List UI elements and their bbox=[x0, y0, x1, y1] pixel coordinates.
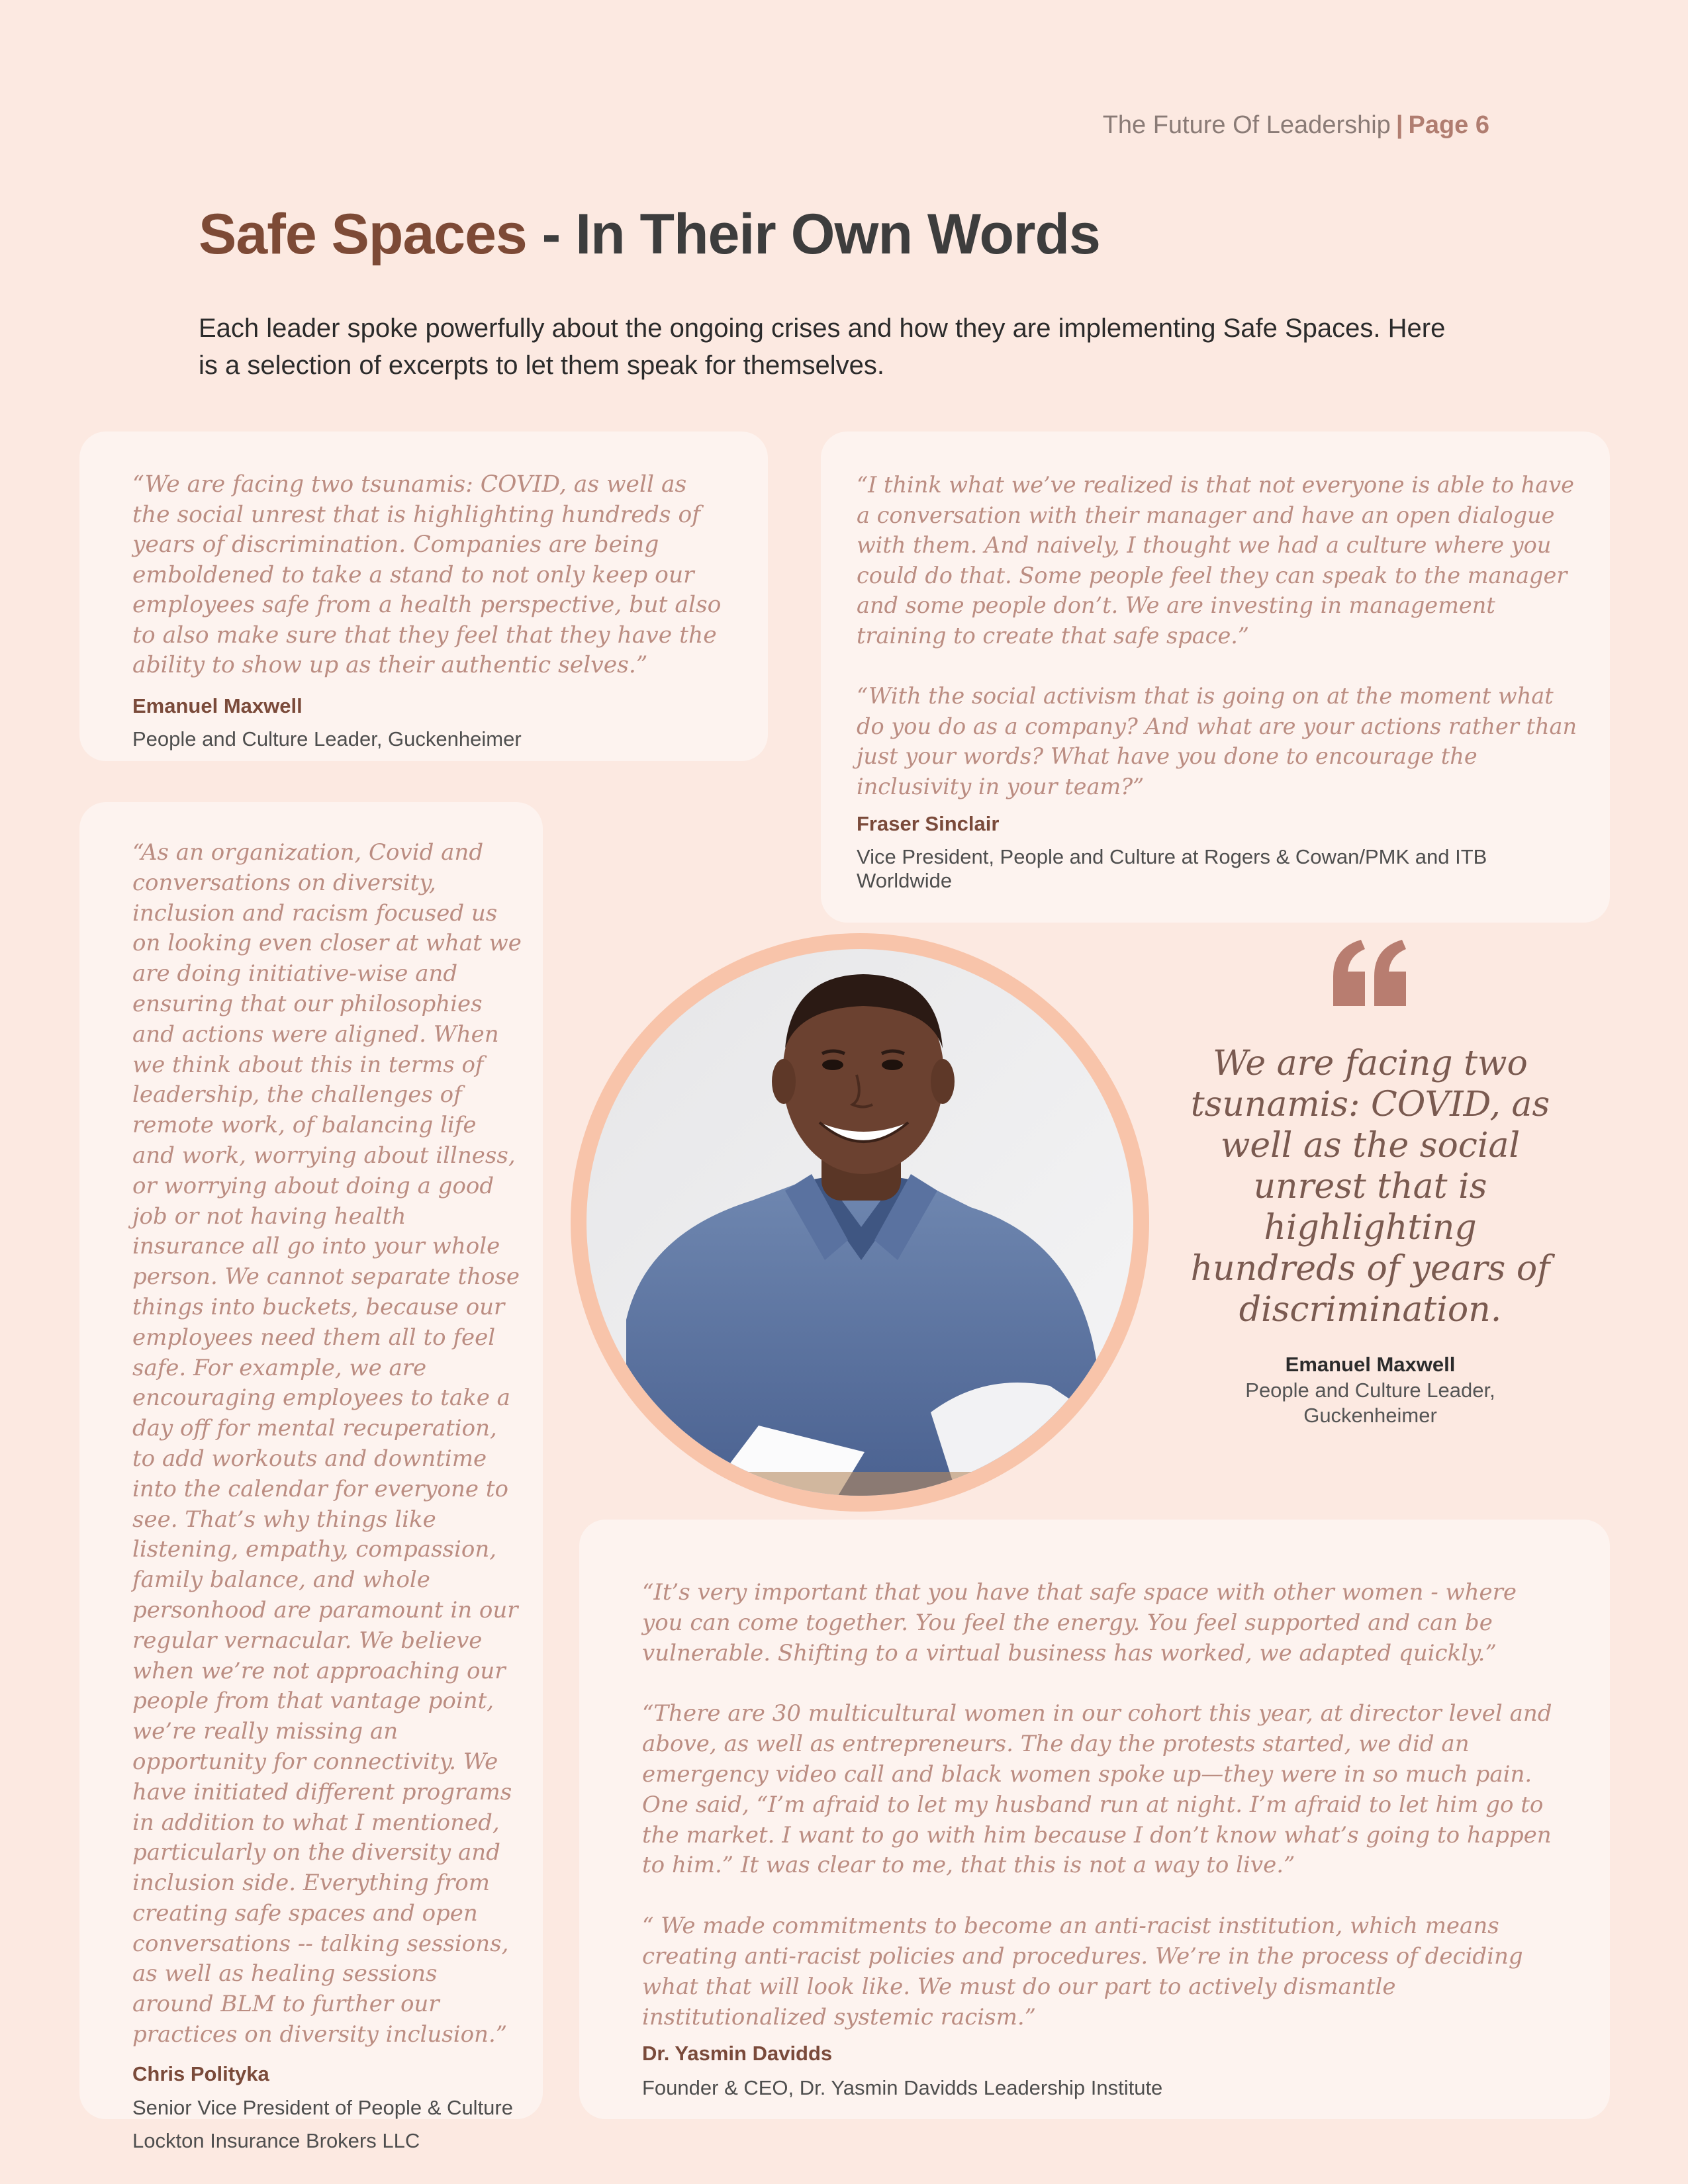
quote-text: “It’s very important that you have that safe space with other women - where you can come together. You feel the energy. You feel supported and can be vulnerable. Shifting to a virtual business has worked, we adapted quickly.” bbox=[642, 1579, 1517, 1666]
quote-card-fraser-sinclair bbox=[821, 432, 1610, 923]
header-separator: | bbox=[1395, 111, 1403, 139]
page-title bbox=[199, 202, 1100, 267]
speaker-name: Chris Polityka bbox=[132, 2062, 269, 2085]
page-title-accent: Safe Spaces bbox=[199, 203, 527, 266]
speaker-role: People and Culture Leader, Guckenheimer bbox=[132, 727, 522, 751]
running-header bbox=[1103, 111, 1489, 140]
quote-text: “I think what we’ve realized is that not everyone is able to have a conversation with their manager and have an open dialogue with them. And naively, I thought we had a culture where you could do that. Some people feel they can speak to the manager and some people don’t. We are investing in management training to create that safe space.” bbox=[857, 472, 1574, 649]
intro-paragraph: Each leader spoke powerfully about the ongoing crises and how they are implementing Safe Spaces. Here is a selection of excerpts to let them speak for themselves. bbox=[199, 314, 1446, 380]
quote-text: “ We made commitments to become an anti-racist institution, which means creating anti-racist policies and procedures. We’re in the process of deciding what that will look like. We must do our part to actively dismantle institutionalized systemic racism.” bbox=[642, 1913, 1523, 2030]
pull-quote-speaker-name: Emanuel Maxwell bbox=[1285, 1353, 1456, 1376]
speaker-role bbox=[132, 2091, 523, 2158]
document-title: The Future Of Leadership bbox=[1102, 111, 1391, 139]
speaker-name: Fraser Sinclair bbox=[857, 812, 1000, 835]
quote-card-emanuel-maxwell bbox=[79, 432, 768, 761]
speaker-role-line: Senior Vice President of People & Culture bbox=[132, 2095, 513, 2119]
quote-text: “As an organization, Covid and conversations on diversity, inclusion and racism focused us on looking even closer at what we are doing initiative-wise and ensuring that our philosophies and actions were aligned. When we think about this in terms of leadership, the challenges of remote work, of balancing life and work, worrying about illness, or worrying about doing a good job or not having health insurance all go into your whole person. We cannot separate those things into buckets, because our employees need them all to feel safe. For example, we are encouraging employees to take a day off for mental recuperation, to add workouts and downtime into the calendar for everyone to see. That’s why things like listening, empathy, compassion, family balance, and whole personhood are paramount in our regular vernacular. We believe when we’re not approaching our people from that vantage point, we’re really missing an opportunity for connectivity. We have initiated different programs in addition to what I mentioned, particularly on the diversity and inclusion side. Everything from creating safe spaces and open conversations -- talking sessions, as well as healing sessions around BLM to further our practices on diversity inclusion.” bbox=[132, 839, 522, 2048]
portrait-photo bbox=[571, 933, 1149, 1512]
page-number: Page 6 bbox=[1408, 111, 1489, 139]
quote-text: “We are facing two tsunamis: COVID, as well as the social unrest that is highlighting hundreds of years of discrimination. Companies are being emboldened to take a stand to not only keep our employees safe from a health perspective, but also to also make sure that they feel that they have the ability to show up as their authentic selves.” bbox=[132, 471, 722, 678]
speaker-role: Vice President, People and Culture at Rogers & Cowan/PMK and ITB Worldwide bbox=[857, 845, 1487, 892]
speaker-name: Emanuel Maxwell bbox=[132, 694, 303, 717]
quote-card-yasmin-davidds bbox=[579, 1520, 1610, 2119]
speaker-role: Founder & CEO, Dr. Yasmin Davidds Leadership Institute bbox=[642, 2076, 1163, 2100]
page-title-rest: - In Their Own Words bbox=[526, 203, 1100, 266]
speaker-company-line: Lockton Insurance Brokers LLC bbox=[132, 2128, 420, 2152]
smiling-man-portrait bbox=[586, 949, 1133, 1496]
quote-mark-icon bbox=[1331, 940, 1410, 1006]
quote-card-chris-polityka bbox=[79, 802, 543, 2152]
quote-text: “There are 30 multicultural women in our cohort this year, at director level and above, as well as entrepreneurs. The day the protests started, we did an emergency video call and black women spoke up—they were in so much pain. One said, “I’m afraid to let my husband run at night. I’m afraid to let him go to the market. I want to go with him because I don’t know what’s going to happen to him.” It was clear to me, that this is not a way to live.” bbox=[642, 1700, 1552, 1879]
pull-quote bbox=[1178, 940, 1562, 1428]
pull-quote-text: We are facing two tsunamis: COVID, as well as the social unrest that is highlighting hundreds of years of discrimination. bbox=[1190, 1044, 1550, 1330]
quote-text: “With the social activism that is going on at the moment what do you do as a company? And what are your actions rather than just your words? What have you done to encourage the inclusivity in your team?” bbox=[857, 683, 1577, 799]
speaker-name: Dr. Yasmin Davidds bbox=[642, 2042, 833, 2066]
pull-quote-speaker-role: People and Culture Leader, Guckenheimer bbox=[1245, 1379, 1495, 1427]
